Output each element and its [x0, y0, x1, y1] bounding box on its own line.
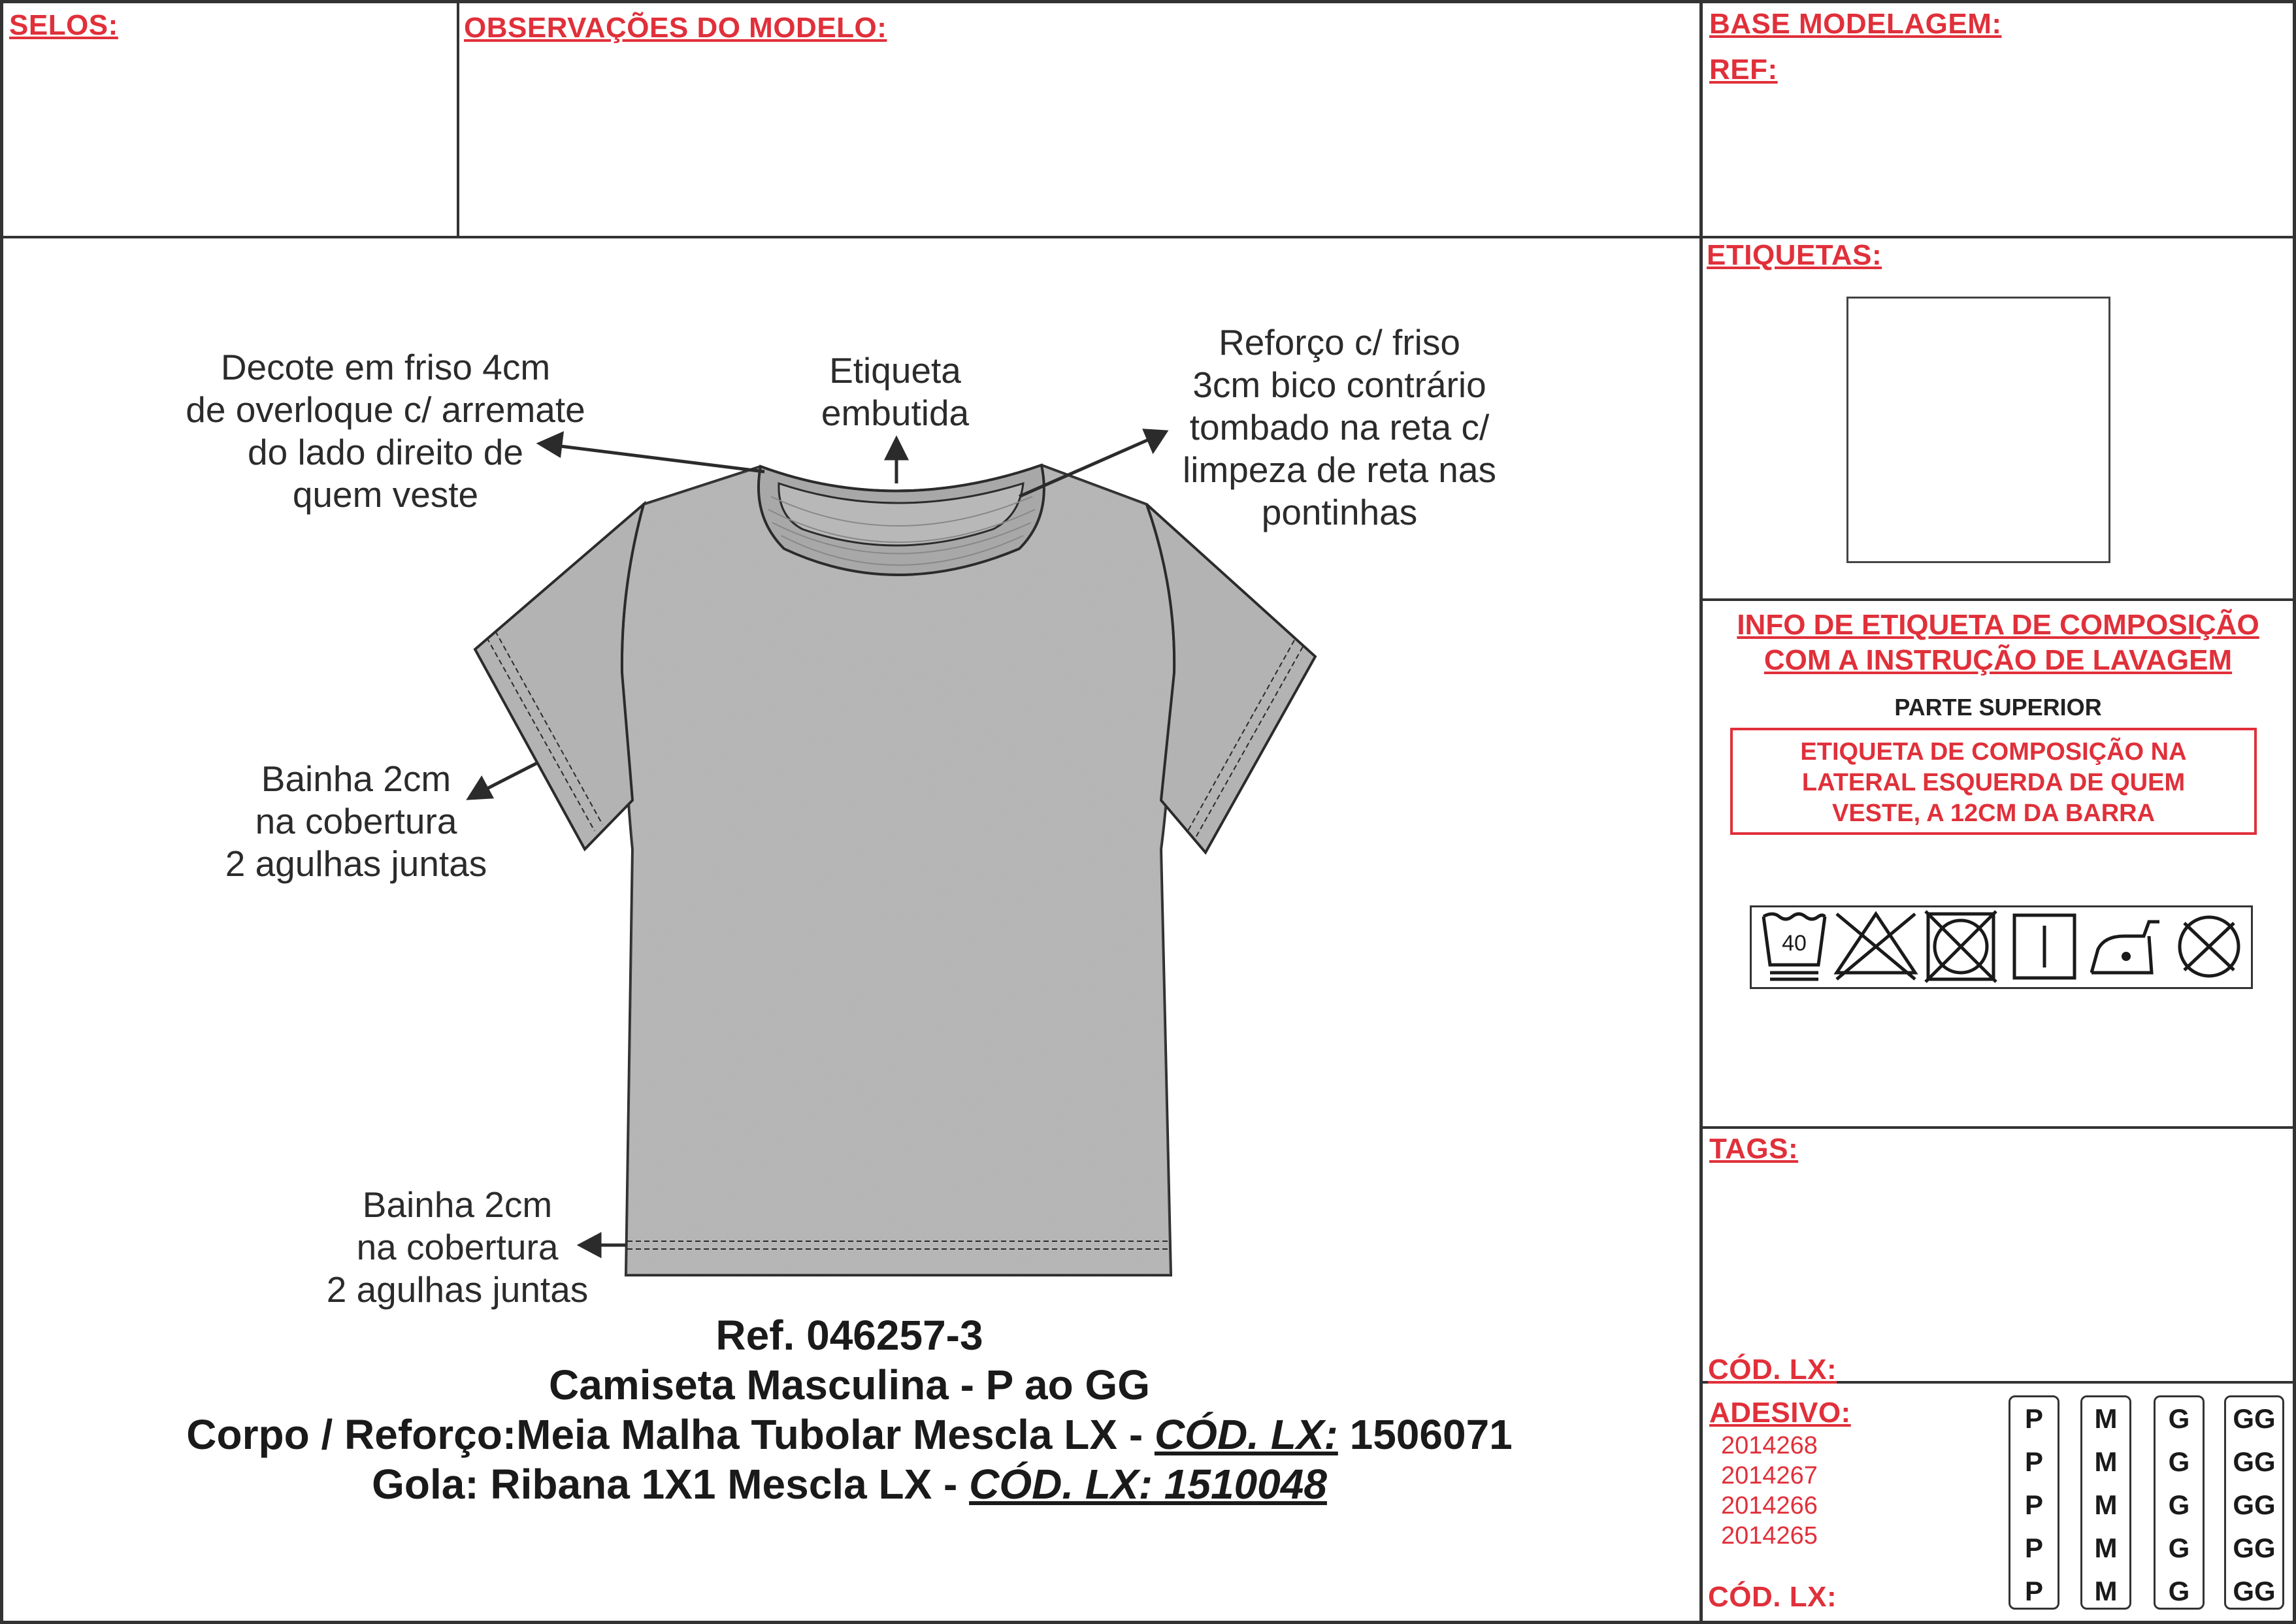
base-modelagem-label: BASE MODELAGEM:	[1709, 8, 2002, 40]
cod-lx-adesivo-label: CÓD. LX:	[1708, 1581, 1837, 1613]
size-cell: M	[2094, 1576, 2118, 1606]
divider-etiquetas-info	[1701, 598, 2296, 601]
annotation-line: limpeza de reta nas	[1183, 449, 1496, 490]
composition-title-line1: INFO DE ETIQUETA DE COMPOSIÇÃO	[1737, 609, 2259, 641]
divider-info-tags	[1701, 1126, 2296, 1129]
annotation-line: Bainha 2cm	[261, 758, 451, 799]
size-cell: GG	[2233, 1576, 2276, 1606]
annotation-line: Decote em friso 4cm	[220, 347, 551, 387]
size-cell: GG	[2233, 1446, 2276, 1477]
annotation-line: embutida	[821, 393, 970, 433]
composition-box-line1: ETIQUETA DE COMPOSIÇÃO NA	[1800, 738, 2187, 766]
size-cell: G	[2168, 1576, 2190, 1606]
product-corpo-text: Corpo / Reforço:Meia Malha Tubolar Mescla LX -	[186, 1411, 1155, 1458]
wash-temp-text: 40	[1782, 931, 1807, 956]
frame-top	[0, 0, 2296, 3]
annotation-line: Reforço c/ friso	[1219, 322, 1460, 363]
cod-lx-tags-label: CÓD. LX:	[1708, 1354, 1837, 1386]
size-cell: M	[2094, 1489, 2118, 1520]
composition-box-line3: VESTE, A 12CM DA BARRA	[1831, 800, 2156, 827]
annotation-line: Bainha 2cm	[362, 1184, 553, 1225]
product-corpo-cod-label: CÓD. LX:	[1154, 1411, 1338, 1458]
annotation-reforco	[1137, 321, 1542, 534]
observacoes-label: OBSERVAÇÕES DO MODELO:	[464, 12, 887, 44]
size-cell: P	[2024, 1576, 2043, 1606]
product-gola-cod: CÓD. LX: 1510048	[969, 1461, 1327, 1508]
product-corpo-line	[0, 1410, 1699, 1459]
no-tumble-dry-icon	[1926, 911, 1996, 982]
annotation-line: pontinhas	[1261, 492, 1418, 532]
size-cell: M	[2094, 1446, 2118, 1477]
size-cell: GG	[2233, 1489, 2276, 1520]
size-cell: G	[2168, 1533, 2190, 1563]
adesivo-label: ADESIVO:	[1709, 1397, 1851, 1429]
annotation-decote	[163, 346, 608, 516]
label-placeholder-box	[1846, 297, 2110, 563]
product-info-block	[0, 1310, 1699, 1509]
size-box-g	[2154, 1395, 2205, 1610]
care-symbols-strip	[1750, 905, 2253, 989]
size-cell: P	[2024, 1489, 2043, 1520]
annotation-line: 2 agulhas juntas	[326, 1269, 589, 1310]
size-cell: G	[2168, 1489, 2190, 1520]
parte-superior-label: PARTE SUPERIOR	[1894, 694, 2102, 721]
composition-title	[1703, 608, 2293, 678]
size-cell: P	[2024, 1446, 2043, 1477]
composition-box-line2: LATERAL ESQUERDA DE QUEM	[1801, 769, 2186, 796]
annotation-line: quem veste	[292, 474, 479, 515]
size-cell: P	[2024, 1533, 2043, 1563]
size-cell: G	[2168, 1403, 2190, 1434]
size-cell: P	[2024, 1403, 2043, 1434]
no-bleach-icon	[1837, 914, 1915, 979]
annotation-line: Etiqueta	[829, 350, 961, 391]
size-cell: GG	[2233, 1403, 2276, 1434]
size-cell: GG	[2233, 1533, 2276, 1563]
composition-title-line2: COM A INSTRUÇÃO DE LAVAGEM	[1763, 644, 2233, 676]
adesivo-code: 2014266	[1721, 1492, 1818, 1519]
annotation-bainha-barra	[291, 1184, 624, 1311]
size-cell: G	[2168, 1446, 2190, 1477]
adesivo-codes-list	[1721, 1431, 1818, 1551]
ref-label: REF:	[1709, 54, 1778, 86]
size-box-gg	[2224, 1395, 2284, 1610]
tags-label: TAGS:	[1709, 1133, 1799, 1165]
frame-bottom	[0, 1621, 2296, 1624]
size-box-p	[2009, 1395, 2059, 1610]
annotation-line: na cobertura	[356, 1227, 559, 1267]
divider-selos-obs	[457, 0, 459, 237]
annotation-line: do lado direito de	[248, 432, 523, 472]
iron-low-icon	[2091, 922, 2159, 973]
annotation-line: de overloque c/ arremate	[186, 389, 585, 430]
annotation-line: 3cm bico contrário	[1192, 365, 1486, 405]
composition-position-box	[1730, 728, 2257, 835]
product-gola-line	[0, 1459, 1699, 1509]
adesivo-code: 2014268	[1721, 1432, 1818, 1459]
annotation-etiqueta	[764, 349, 1026, 434]
line-dry-icon	[2014, 915, 2075, 978]
size-cell: M	[2094, 1403, 2118, 1434]
product-corpo-cod: 1506071	[1337, 1411, 1513, 1458]
adesivo-code: 2014267	[1721, 1462, 1818, 1489]
no-dry-clean-icon	[2180, 917, 2239, 976]
etiquetas-label: ETIQUETAS:	[1707, 239, 1882, 271]
product-gola-text: Gola: Ribana 1X1 Mescla LX -	[372, 1461, 970, 1508]
annotation-line: 2 agulhas juntas	[225, 843, 487, 884]
selos-label: SELOS:	[9, 9, 118, 41]
annotation-line: na cobertura	[255, 801, 457, 841]
product-ref: Ref. 046257-3	[715, 1312, 983, 1359]
product-name: Camiseta Masculina - P ao GG	[548, 1361, 1151, 1408]
annotation-bainha-manga	[189, 758, 523, 885]
annotation-line: tombado na reta c/	[1189, 407, 1490, 447]
size-box-m	[2080, 1395, 2131, 1610]
size-cell: M	[2094, 1533, 2118, 1563]
adesivo-code: 2014265	[1721, 1522, 1818, 1550]
